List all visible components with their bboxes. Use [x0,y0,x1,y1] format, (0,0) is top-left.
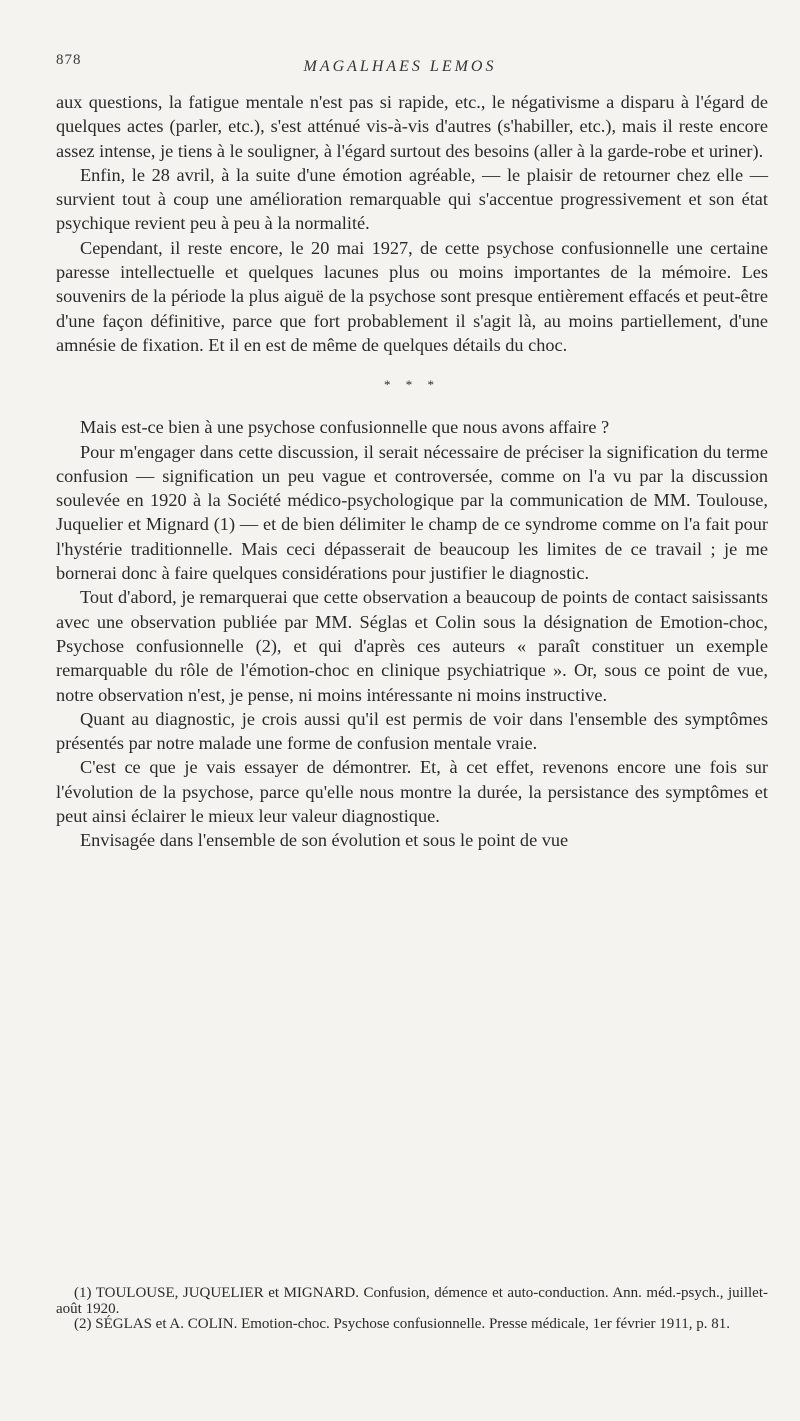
footnotes [56,1286,768,1333]
paragraph-4: Mais est-ce bien à une psychose confusionnelle que nous avons affaire ? [80,417,610,438]
body-text [56,90,768,853]
paragraph-7: Quant au diagnostic, je crois aussi qu'il est permis de voir dans l'ensemble des symptômes présentés par notre malade une forme de confusion mentale vraie. [56,708,768,754]
paragraph-2: Enfin, le 28 avril, à la suite d'une émotion agréable, — le plaisir de retourner chez elle — survient tout à coup une amélioration remarquable qui s'accentue progressivement et son état psychique revient peu à peu à la normalité. [56,164,768,234]
paragraph-3: Cependant, il reste encore, le 20 mai 1927, de cette psychose confusionnelle une certaine paresse intellectuelle et quelques lacunes plus ou moins importantes de la mémoire. Les souvenirs de la période la plus aiguë de la psychose sont presque entièrement effacés et peut-être d'une façon définitive, parce que fort probablement il s'agit là, au moins partiellement, d'une amnésie de fixation. Et il en est de même de quelques détails du choc. [56,237,768,355]
footnote-1: (1) TOULOUSE, JUQUELIER et MIGNARD. Confusion, démence et auto-conduction. Ann. méd.-psych., juillet-août 1920. [56,1285,768,1317]
running-head: MAGALHAES LEMOS [303,58,497,75]
paragraph-6: Tout d'abord, je remarquerai que cette observation a beaucoup de points de contact saisissants avec une observation publiée par MM. Séglas et Colin sous la désignation de Emotion-choc, Psychose confusionnelle (2), et qui d'après ces auteurs « paraît constituer un exemple remarquable du rôle de l'émotion-choc en clinique psychiatrique ». Or, sous ce point de vue, notre observation n'est, je pense, ni moins intéressante ni moins instructive. [56,587,768,705]
footnote-2: (2) SÉGLAS et A. COLIN. Emotion-choc. Psychose confusionnelle. Presse médicale, 1er février 1911, p. 81. [74,1316,730,1332]
paragraph-9: Envisagée dans l'ensemble de son évolution et sous le point de vue [80,830,569,851]
paragraph-5: Pour m'engager dans cette discussion, il serait nécessaire de préciser la signification du terme confusion — signification un peu vague et controversée, comme on l'a vu par la discussion soulevée en 1920 à la Société médico-psychologique par la communication de MM. Toulouse, Juquelier et Mignard (1) — et de bien délimiter le champ de ce syndrome comme on l'a fait pour l'hystérie traditionnelle. Mais ceci dépasserait de beaucoup les limites de ce travail ; je me bornerai donc à faire quelques considérations pour justifier le diagnostic. [56,441,768,584]
section-separator: * * * [384,377,440,393]
paragraph-1: aux questions, la fatigue mentale n'est pas si rapide, etc., le négativisme a disparu à l'égard de quelques actes (parler, etc.), s'est atténué vis-à-vis d'autres (s'habiller, etc.), mais il reste encore assez intense, je tiens à le souligner, à l'égard surtout des besoins (aller à la garde-robe et uriner). [56,92,768,161]
paragraph-8: C'est ce que je vais essayer de démontrer. Et, à cet effet, revenons encore une fois sur l'évolution de la psychose, parce qu'elle nous montre la durée, la persistance des symptômes et peut ainsi éclairer le mieux leur valeur diagnostique. [56,757,768,827]
page-number: 878 [56,52,82,68]
